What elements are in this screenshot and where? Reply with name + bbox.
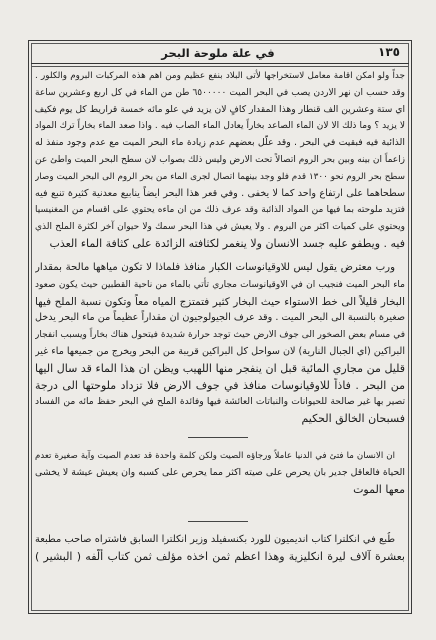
text-line: اي ستة وعشرين الف قنطار وهذا المقدار كافٍ لان يزيد في علو مائه خمسة قراريط كل يوم فكيف xyxy=(35,103,405,115)
paragraph-dead-sea xyxy=(35,68,405,253)
text-line: الحياة فالعاقل جدير بان يحرص على صيته اكثر مما يحرص على كسبه وان يعيش عيشة لا يخشى xyxy=(35,466,405,478)
text-line: صغيرة بالنسبة الى البحر الميت . وقد عرف الجيولوجيون ان مقداراً عظيماً من ماء البحر يدخل xyxy=(35,312,405,324)
paragraph-book-price xyxy=(35,532,405,566)
text-line: فسبحان الخالق الحكيم xyxy=(301,412,405,426)
text-line: طُبع في انكلترا كتاب انديميون للورد بكنسفيلد وزير انكلترا السابق فاشتراه صاحب مطبعة xyxy=(35,534,395,545)
text-line: ان الانسان ما فتئ في الدنيا عاملاً ورجاؤه الصيت ولكن كلمة واحدة قد تعدم الصيت وآية صغيرة تعدم xyxy=(35,451,395,461)
text-line: بعشرة آلاف ليرة انكليزية وهذا اعظم ثمن اخذه مؤلف ثمن كتاب ألّفه ( البشير ) xyxy=(35,549,405,563)
text-line: لا يزيد ؟ وما ذلك الا لان الماء الصاعد بخاراً يعادل الماء الصاب فيه . واذا صعد الماء بخاراً ترك المواد xyxy=(35,121,405,132)
page-number: ١٣٥ xyxy=(378,45,400,59)
section-separator xyxy=(188,521,248,522)
paragraph-oceans xyxy=(35,260,405,428)
text-line: فيه . ويطفو عليه جسد الانسان ولا ينغمر لكثافته الزائدة على كثافة الماء العذب xyxy=(49,236,405,250)
text-line: سطحاهما على ارتفاع واحد كما لا يخفى . وفي قعر هذا البحر ايضاً ينابيع معدنية كثيرة تنبع فيه xyxy=(35,187,405,199)
text-line: تصير بها غير صالحة للحيوانات والنباتات العائشة فيها وفائدة الملح في البحر حفظ مائه من الفساد xyxy=(35,396,405,408)
text-line: معها الموت xyxy=(353,482,405,496)
text-line: ويحتوي على كميات اكثر من البروم . ولا يعيش في هذا البحر سمك ولا حيوان آخر لكثرة الملح الذي xyxy=(35,222,405,233)
text-line: جداً ولو امكن اقامة معامل لاستخراجها لأتى البلاد بنفع عظيم ومن اهم هذه المركبات البروم والكلور . xyxy=(35,71,405,81)
header-double-rule xyxy=(31,63,409,67)
text-line: ماء البحر الميت فنجيب ان في الاوقيانوسات مجاري تأتي بالماء من ناحية القطبين حيث يكون صعود xyxy=(35,279,405,290)
text-line: البراكين (اي الجبال النارية) لان سواحل كل البراكين قريبة من البحر ويخرج من جميعها ماء غير xyxy=(35,345,405,357)
paragraph-reputation xyxy=(35,448,405,498)
text-line: فتزيد ملوحته بما فيها من المواد الذائبة وقد عرف ذلك من ان ماءه يحتوي على اقسام من المغنيسيا xyxy=(35,205,405,216)
text-line: البخار قليلاً الى خط الاستواء حيث البخار كثير فتمتزج المياه معاً وتكون نسبة الملح فيها xyxy=(35,295,405,308)
text-line: سطح بحر الروم نحو ١٣٠٠ قدم فلو وجد بينهما اتصال لجرى الماء من بحر الروم الى البحر الميت وصار xyxy=(35,171,405,182)
text-line: في مسام بعض الصخور الى جوف الارض حيث توجد حرارة شديدة فيتحول هناك بخاراً ويسبب انفجار xyxy=(35,330,405,341)
running-header-title: في علة ملوحة البحر xyxy=(161,46,275,60)
text-line: الذائبة فيه فبقيت في البحر . وقد علّل بعضهم عدم زيادة ماء البحر الميت مع عدم وجود منفذ له xyxy=(35,137,405,149)
section-separator xyxy=(188,437,248,438)
text-line: من البحر . فاذاً للاوقيانوسات منافذ في جوف الارض فلا تزداد ملوحتها الى درجة xyxy=(35,378,405,392)
text-line: زاعماً ان بينه وبين بحر الروم اتصالاً تحت الارض وليس ذلك بصواب لان سطح البحر الميت واطئ عن xyxy=(35,154,405,165)
text-line: قليل من مجاري المائية قبل ان ينفجر منها اللهيب ويظن ان هذا الماء قد سال اليها xyxy=(35,361,405,375)
text-line: ورب معترض يقول ليس للاوقيانوسات الكبار منافذ فلماذا لا تكون مياهها مالحة بمقدار xyxy=(35,262,395,273)
text-line: وقد حسب ان نهر الاردن يصب في البحر الميت ٦٥٠٠٠٠٠ طن من الماء في كل اربع وعشرين ساعة xyxy=(35,87,405,98)
